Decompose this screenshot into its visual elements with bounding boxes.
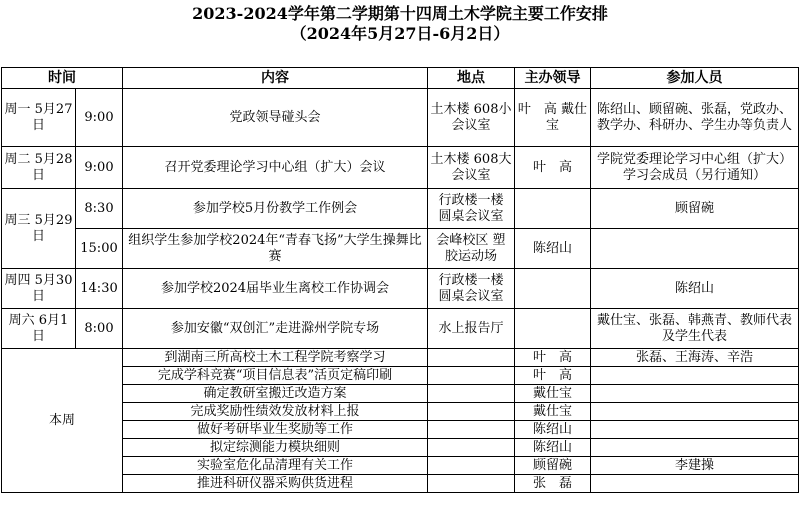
time-cell: 9:00 <box>76 89 123 147</box>
leader-cell: 顾留碗 <box>515 457 591 475</box>
content-cell: 召开党委理论学习中心组（扩大）会议 <box>123 147 428 189</box>
location-cell: 会峰校区 塑胶运动场 <box>428 229 515 269</box>
location-cell: 水上报告厅 <box>428 309 515 349</box>
header-location: 地点 <box>428 68 515 89</box>
header-row <box>2 68 799 89</box>
day-cell: 周四 5月30日 <box>2 269 76 309</box>
table-row <box>2 349 799 367</box>
participants-cell <box>591 475 799 493</box>
location-cell: 行政楼一楼 圆桌会议室 <box>428 189 515 229</box>
leader-cell: 陈绍山 <box>515 439 591 457</box>
week-label-cell: 本周 <box>2 349 123 493</box>
content-cell: 完成学科竞赛“项目信息表”活页定稿印刷 <box>123 367 428 385</box>
content-cell: 确定教研室搬迁改造方案 <box>123 385 428 403</box>
participants-cell: 戴仕宝、张磊、韩燕青、教师代表及学生代表 <box>591 309 799 349</box>
location-cell <box>428 475 515 493</box>
header-content: 内容 <box>123 68 428 89</box>
location-cell <box>428 403 515 421</box>
table-row <box>2 309 799 349</box>
leader-cell: 叶 高 <box>515 349 591 367</box>
location-cell: 土木楼 608大会议室 <box>428 147 515 189</box>
leader-cell: 张 磊 <box>515 475 591 493</box>
header-time: 时间 <box>2 68 123 89</box>
content-cell: 参加学校2024届毕业生离校工作协调会 <box>123 269 428 309</box>
location-cell <box>428 439 515 457</box>
table-row <box>2 89 799 147</box>
leader-cell <box>515 309 591 349</box>
day-cell: 周一 5月27日 <box>2 89 76 147</box>
location-cell <box>428 457 515 475</box>
location-cell <box>428 385 515 403</box>
day-cell: 周三 5月29日 <box>2 189 76 269</box>
participants-cell: 陈绍山 <box>591 269 799 309</box>
table-row <box>2 229 799 269</box>
time-cell: 9:00 <box>76 147 123 189</box>
leader-cell <box>515 189 591 229</box>
content-cell: 参加安徽“双创汇”走进滁州学院专场 <box>123 309 428 349</box>
leader-cell: 叶 高 戴仕宝 <box>515 89 591 147</box>
leader-cell: 陈绍山 <box>515 421 591 439</box>
content-cell: 组织学生参加学校2024年“青春飞扬”大学生操舞比赛 <box>123 229 428 269</box>
location-cell <box>428 367 515 385</box>
participants-cell <box>591 439 799 457</box>
table-row <box>2 269 799 309</box>
participants-cell <box>591 385 799 403</box>
page-subtitle: （2024年5月27日-6月2日） <box>290 24 510 43</box>
participants-cell <box>591 403 799 421</box>
location-cell: 土木楼 608小会议室 <box>428 89 515 147</box>
participants-cell: 李建操 <box>591 457 799 475</box>
location-cell <box>428 421 515 439</box>
participants-cell: 学院党委理论学习中心组（扩大）学习会成员（另行通知） <box>591 147 799 189</box>
content-cell: 做好考研毕业生奖励等工作 <box>123 421 428 439</box>
leader-cell: 戴仕宝 <box>515 403 591 421</box>
participants-cell: 陈绍山、顾留碗、张磊，党政办、教学办、科研办、学生办等负责人 <box>591 89 799 147</box>
content-cell: 党政领导碰头会 <box>123 89 428 147</box>
participants-cell <box>591 367 799 385</box>
participants-cell <box>591 421 799 439</box>
page-title: 2023-2024学年第二学期第十四周土木学院主要工作安排 <box>192 4 608 23</box>
content-cell: 推进科研仪器采购供货进程 <box>123 475 428 493</box>
leader-cell <box>515 269 591 309</box>
participants-cell: 张磊、王海涛、辛浩 <box>591 349 799 367</box>
schedule-table <box>1 67 799 493</box>
content-cell: 实验室危化品清理有关工作 <box>123 457 428 475</box>
participants-cell: 顾留碗 <box>591 189 799 229</box>
content-cell: 到湖南三所高校土木工程学院考察学习 <box>123 349 428 367</box>
header-leader: 主办领导 <box>515 68 591 89</box>
leader-cell: 陈绍山 <box>515 229 591 269</box>
table-row <box>2 189 799 229</box>
content-cell: 参加学校5月份教学工作例会 <box>123 189 428 229</box>
leader-cell: 叶 高 <box>515 147 591 189</box>
location-cell <box>428 349 515 367</box>
participants-cell <box>591 229 799 269</box>
day-cell: 周六 6月1日 <box>2 309 76 349</box>
header-participants: 参加人员 <box>591 68 799 89</box>
leader-cell: 叶 高 <box>515 367 591 385</box>
content-cell: 完成奖励性绩效发放材料上报 <box>123 403 428 421</box>
table-row <box>2 147 799 189</box>
leader-cell: 戴仕宝 <box>515 385 591 403</box>
day-cell: 周二 5月28日 <box>2 147 76 189</box>
time-cell: 8:30 <box>76 189 123 229</box>
content-cell: 拟定综测能力模块细则 <box>123 439 428 457</box>
location-cell: 行政楼一楼 圆桌会议室 <box>428 269 515 309</box>
time-cell: 14:30 <box>76 269 123 309</box>
time-cell: 8:00 <box>76 309 123 349</box>
time-cell: 15:00 <box>76 229 123 269</box>
